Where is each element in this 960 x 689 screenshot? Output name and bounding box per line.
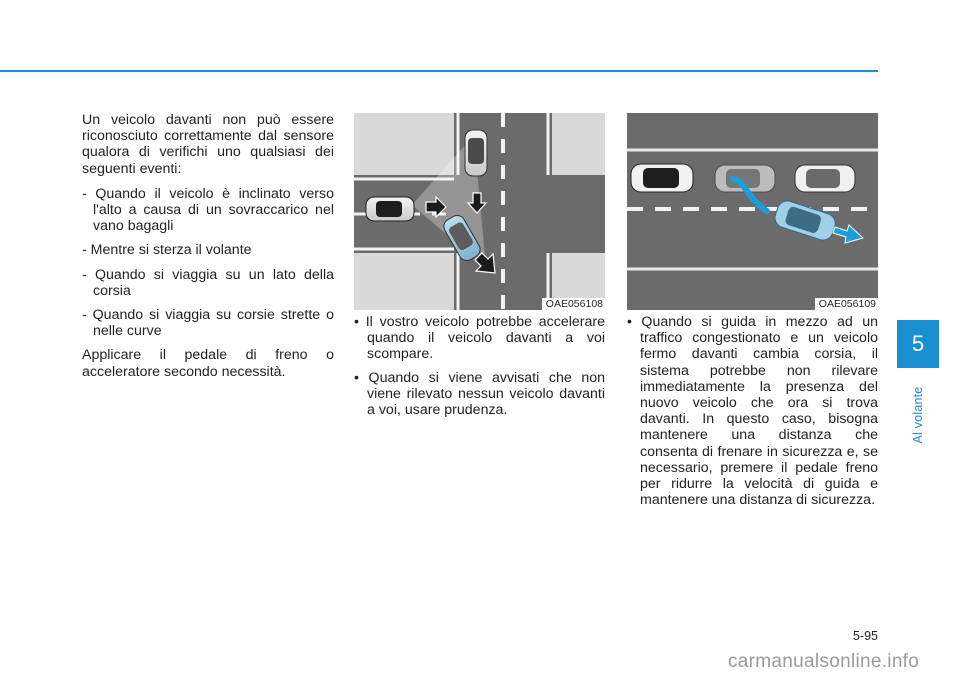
watermark: carmanualsonline.info: [728, 651, 920, 672]
host-car-icon: [366, 197, 414, 221]
condition-item: - Quando si viaggia su un lato della corsia: [82, 266, 334, 299]
bullet-item: • Quando si guida in mezzo ad un traffico congestionato e un veicolo fermo davanti cambia corsia, il sistema potrebbe non rilevare immediatamente la presenza del nuovo veicolo che ora si trova davanti. In questo caso, bisogna mantenere una distanza che consenta di frenare in sicurezza e, se necessario, premere il pedale freno per ridurre la velocità di guida e mantenere una distanza di sicurezza.: [627, 314, 878, 509]
figure-lane-change: [627, 113, 878, 310]
condition-item: - Quando si viaggia su corsie strette o nelle curve: [82, 307, 334, 340]
oncoming-car-icon: [465, 130, 487, 176]
text-column-3: [627, 314, 878, 515]
intro-paragraph: Un veicolo davanti non può essere riconosciuto correttamente dal sensore qualora di verifichi uno qualsiasi dei seguenti eventi:: [82, 112, 334, 177]
front-car-icon: [795, 165, 855, 192]
chapter-title: [904, 372, 932, 458]
page-number: 5-95: [852, 629, 878, 643]
chapter-title-text: Al volante: [911, 386, 925, 444]
bullet-item: • Quando si viene avvisati che non viene rilevato nessun veicolo davanti a voi, usare prudenza.: [354, 369, 605, 419]
outro-paragraph: Applicare il pedale di freno o acceleratore secondo necessità.: [82, 347, 334, 380]
figure-code: OAE056109: [815, 298, 878, 310]
chapter-number-tab: 5: [897, 320, 939, 368]
figure-code: OAE056108: [542, 298, 605, 310]
text-column-2: [354, 314, 605, 425]
host-car-icon: [631, 164, 693, 192]
condition-item: - Mentre si sterza il volante: [82, 242, 252, 259]
text-column-1: [82, 112, 334, 389]
condition-item: - Quando il veicolo è inclinato verso l'alto a causa di un sovraccarico nel vano bagagli: [82, 185, 334, 235]
header-rule: [0, 70, 878, 72]
bullet-item: • Il vostro veicolo potrebbe accelerare quando il veicolo davanti a voi scompare.: [354, 314, 605, 363]
figure-intersection: [354, 113, 605, 310]
